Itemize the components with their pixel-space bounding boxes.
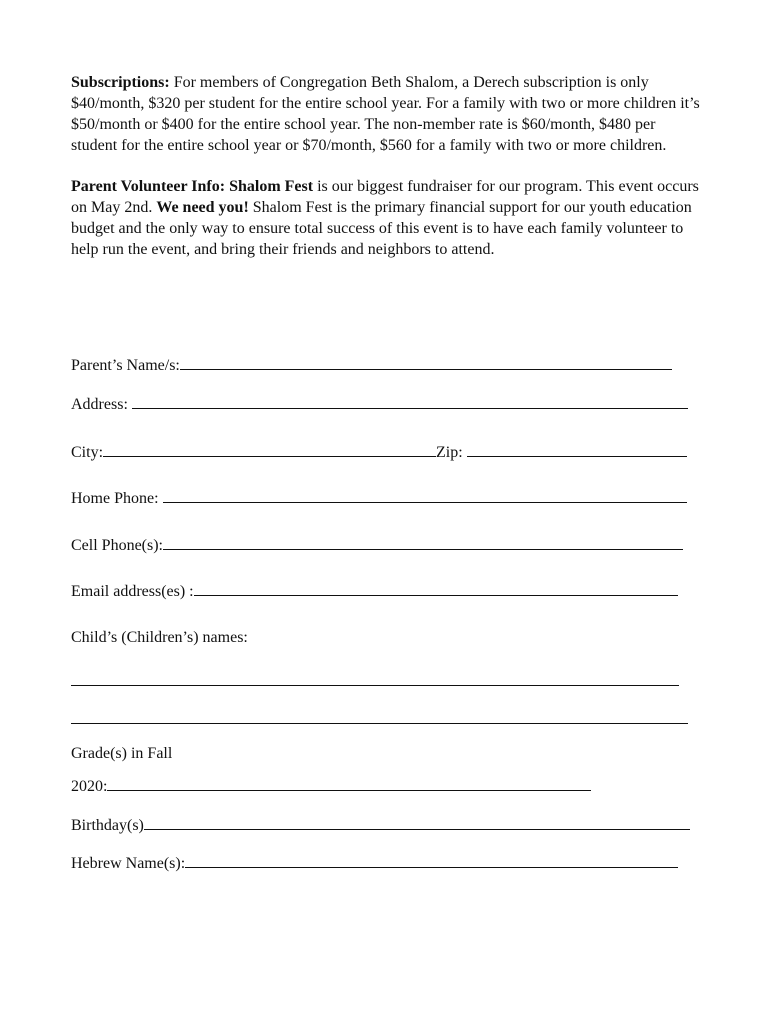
parents-name-label: Parent’s Name/s: [71,357,180,374]
grades-input-line[interactable] [107,776,591,791]
home-phone-input-line[interactable] [163,488,687,503]
subscriptions-heading: Subscriptions: [71,74,170,91]
zip-label: Zip: [436,444,467,461]
cell-phone-input-line[interactable] [163,535,683,550]
email-label: Email address(es) : [71,583,194,600]
subscriptions-text: For members of Congregation Beth Shalom, a Derech subscription is only $40/month, $320 per student for the entire school year. For a family with two or more children it’s $50/month or $400 for the entire school year. The non-member rate is $60/month, $480 per student for the entire school year or $70/month, $560 for a family with two or more children. [71,74,700,154]
form-document [71,72,701,260]
city-zip-field [71,442,687,463]
children-names-input-line-1[interactable] [71,684,679,686]
volunteer-emphasis: We need you! [156,199,249,216]
cell-phone-field [71,535,683,556]
grades-label-line1: Grade(s) in Fall [71,745,173,762]
birthday-field [71,815,690,836]
city-input-line[interactable] [103,442,436,457]
parents-name-input-line[interactable] [180,355,672,370]
home-phone-label: Home Phone: [71,490,163,507]
cell-phone-label: Cell Phone(s): [71,537,163,554]
email-field [71,581,678,602]
email-input-line[interactable] [194,581,678,596]
address-input-line[interactable] [132,394,688,409]
children-names-label: Child’s (Children’s) names: [71,629,248,646]
home-phone-field [71,488,687,509]
city-label: City: [71,444,104,461]
parents-name-field [71,355,672,376]
children-names-field [71,628,248,648]
birthday-label: Birthday(s) [71,817,144,834]
hebrew-name-field [71,853,678,874]
address-label: Address: [71,396,132,413]
volunteer-paragraph [71,176,701,260]
hebrew-name-label: Hebrew Name(s): [71,855,186,872]
subscriptions-paragraph [71,72,701,156]
grades-label-field [71,744,172,764]
volunteer-heading: Parent Volunteer Info: Shalom Fest [71,178,314,195]
zip-input-line[interactable] [467,442,687,457]
address-field [71,394,688,415]
hebrew-name-input-line[interactable] [185,853,678,868]
volunteer-text-2: Shalom Fest is the primary financial support for our youth education budget and the only way to ensure total success of this event is to have each family volunteer to help run the event, and bring their friends and neighbors to attend. [71,199,692,258]
children-names-input-line-2[interactable] [71,722,688,724]
grades-field [71,776,591,797]
grades-label-line2: 2020: [71,778,108,795]
birthday-input-line[interactable] [144,815,690,830]
volunteer-text-1: is our biggest fundraiser for our program. This event occurs on May 2nd. [71,178,699,216]
